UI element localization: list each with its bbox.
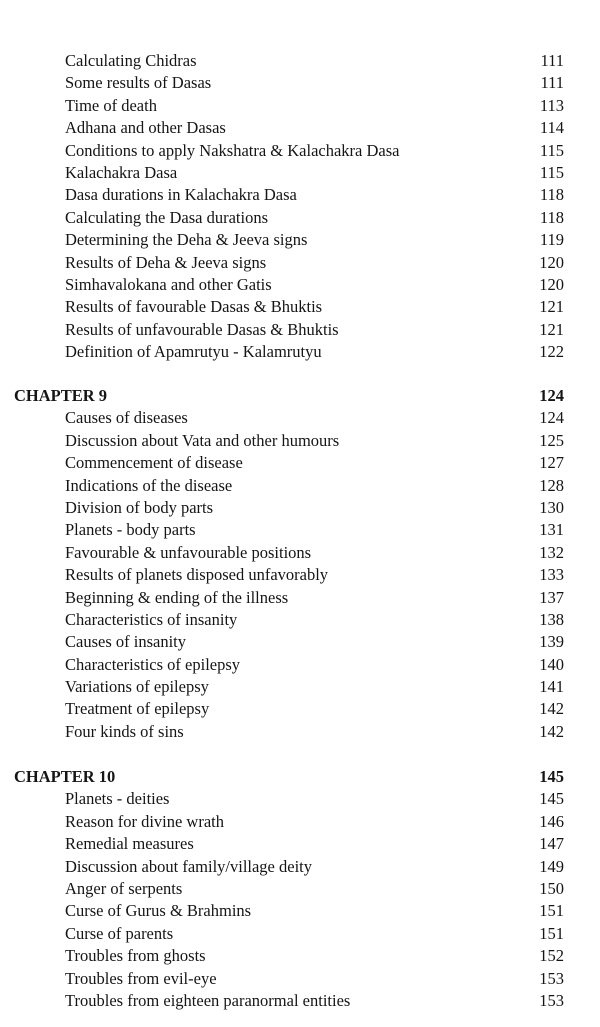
- toc-entry[interactable]: [0, 519, 600, 541]
- entry-page-number: 120: [539, 274, 564, 294]
- entry-title: Troubles from eighteen paranormal entities: [65, 990, 351, 1010]
- chapter-page-number: 124: [539, 386, 564, 405]
- toc-entry[interactable]: [0, 923, 600, 945]
- entry-title: Adhana and other Dasas: [65, 118, 226, 138]
- entry-page-number: 133: [539, 565, 564, 585]
- entry-title: Troubles from evil-eye: [65, 968, 217, 988]
- entry-title: Troubles from ghosts: [65, 946, 206, 966]
- entry-page-number: 115: [539, 140, 564, 160]
- entry-page-number: 146: [539, 811, 564, 831]
- entry-title: Discussion about Vata and other humours: [65, 430, 340, 450]
- entry-title: Four kinds of sins: [65, 721, 184, 741]
- entry-title: Division of body parts: [65, 497, 214, 517]
- toc-entry[interactable]: [0, 497, 600, 519]
- entry-page-number: 125: [539, 430, 564, 450]
- entry-page-number: 122: [539, 342, 564, 362]
- entry-page-number: 153: [539, 968, 564, 988]
- entry-title: Results of planets disposed unfavorably: [65, 565, 329, 585]
- entry-page-number: 121: [539, 297, 564, 317]
- toc-entry[interactable]: [0, 50, 600, 72]
- toc-entry[interactable]: [0, 833, 600, 855]
- toc-entry[interactable]: [0, 140, 600, 162]
- entry-title: Causes of diseases: [65, 408, 188, 428]
- entry-title: Calculating Chidras: [65, 51, 197, 70]
- entry-title: Beginning & ending of the illness: [65, 587, 289, 607]
- entry-title: Curse of Gurus & Brahmins: [65, 901, 252, 921]
- entry-page-number: 113: [539, 95, 564, 115]
- toc-entry[interactable]: [0, 430, 600, 452]
- entry-page-number: 151: [539, 901, 564, 921]
- entry-page-number: 149: [539, 856, 564, 876]
- toc-entry[interactable]: [0, 968, 600, 990]
- entry-title: Characteristics of epilepsy: [65, 654, 241, 674]
- entry-page-number: 127: [539, 453, 564, 473]
- entry-page-number: 142: [539, 699, 564, 719]
- toc-entry[interactable]: [0, 811, 600, 833]
- entry-page-number: 151: [539, 923, 564, 943]
- entry-title: Commencement of disease: [65, 453, 243, 473]
- entry-page-number: 152: [539, 946, 564, 966]
- entry-title: Discussion about family/village deity: [65, 856, 313, 876]
- entry-title: Simhavalokana and other Gatis: [65, 274, 272, 294]
- toc-entry[interactable]: [0, 542, 600, 564]
- toc-entry[interactable]: [0, 207, 600, 229]
- entry-page-number: 140: [539, 654, 564, 674]
- entry-page-number: 118: [539, 207, 564, 227]
- entry-page-number: 130: [539, 497, 564, 517]
- entry-title: Time of death: [65, 95, 157, 115]
- toc-entry[interactable]: [0, 631, 600, 653]
- toc-block-continued: [0, 50, 600, 363]
- toc-entry[interactable]: [0, 117, 600, 139]
- entry-page-number: 131: [539, 520, 564, 540]
- entry-page-number: 132: [539, 542, 564, 562]
- entry-title: Variations of epilepsy: [65, 677, 209, 697]
- entry-title: Causes of insanity: [65, 632, 186, 652]
- toc-entry[interactable]: [0, 452, 600, 474]
- entry-page-number: 138: [539, 609, 564, 629]
- entry-title: Anger of serpents: [65, 878, 183, 898]
- toc-chapter-9: [0, 385, 600, 743]
- toc-entry[interactable]: [0, 587, 600, 609]
- toc-entry[interactable]: [0, 945, 600, 967]
- toc-entry[interactable]: [0, 184, 600, 206]
- entry-title: Remedial measures: [65, 834, 194, 854]
- chapter-page-number: 145: [539, 767, 564, 786]
- entry-title: Results of unfavourable Dasas & Bhuktis: [65, 319, 339, 339]
- entry-page-number: 137: [539, 587, 564, 607]
- entry-page-number: 118: [539, 185, 564, 205]
- toc-entry[interactable]: [0, 162, 600, 184]
- toc-entry[interactable]: [0, 252, 600, 274]
- entry-title: Conditions to apply Nakshatra & Kalachakra Dasa: [65, 140, 400, 160]
- toc-entry[interactable]: [0, 900, 600, 922]
- entry-title: Some results of Dasas: [65, 73, 212, 93]
- toc-entry[interactable]: [0, 654, 600, 676]
- entry-page-number: 119: [539, 230, 564, 250]
- entry-title: Kalachakra Dasa: [65, 162, 178, 182]
- toc-entry[interactable]: [0, 319, 600, 341]
- toc-entry[interactable]: [0, 475, 600, 497]
- entry-page-number: 141: [539, 677, 564, 697]
- toc-entry[interactable]: [0, 878, 600, 900]
- chapter-heading[interactable]: [0, 385, 600, 407]
- entry-title: Planets - deities: [65, 789, 170, 809]
- entry-page-number: 147: [539, 834, 564, 854]
- entry-title: Dasa durations in Kalachakra Dasa: [65, 185, 297, 205]
- toc-entry[interactable]: [0, 274, 600, 296]
- toc-entry[interactable]: [0, 95, 600, 117]
- toc-entry[interactable]: [0, 990, 600, 1012]
- entry-page-number: 111: [540, 73, 564, 93]
- entry-page-number: 139: [539, 632, 564, 652]
- entry-page-number: 121: [539, 319, 564, 339]
- toc-entry[interactable]: [0, 72, 600, 94]
- toc-entry[interactable]: [0, 698, 600, 720]
- chapter-heading[interactable]: [0, 766, 600, 788]
- toc-entry[interactable]: [0, 788, 600, 810]
- entry-title: Favourable & unfavourable positions: [65, 542, 312, 562]
- entry-page-number: 111: [540, 51, 564, 70]
- toc-entry[interactable]: [0, 676, 600, 698]
- toc-entry[interactable]: [0, 341, 600, 363]
- entry-title: Indications of the disease: [65, 475, 233, 495]
- toc-entry[interactable]: [0, 407, 600, 429]
- toc-entry[interactable]: [0, 564, 600, 586]
- entry-title: Curse of parents: [65, 923, 174, 943]
- entry-page-number: 145: [539, 789, 564, 809]
- toc-entry[interactable]: [0, 721, 600, 743]
- entry-title: Treatment of epilepsy: [65, 699, 210, 719]
- entry-page-number: 142: [539, 721, 564, 741]
- entry-page-number: 115: [539, 162, 564, 182]
- entry-title: Results of Deha & Jeeva signs: [65, 252, 267, 272]
- toc-entry[interactable]: [0, 229, 600, 251]
- entry-title: Definition of Apamrutyu - Kalamrutyu: [65, 342, 322, 362]
- chapter-title: CHAPTER 10: [14, 767, 116, 786]
- entry-title: Determining the Deha & Jeeva signs: [65, 230, 308, 250]
- entry-title: Reason for divine wrath: [65, 811, 224, 831]
- entry-title: Planets - body parts: [65, 520, 196, 540]
- toc-entry[interactable]: [0, 609, 600, 631]
- entry-title: Calculating the Dasa durations: [65, 207, 268, 227]
- toc-entry[interactable]: [0, 296, 600, 318]
- toc-chapter-10: [0, 766, 600, 1012]
- entry-page-number: 128: [539, 475, 564, 495]
- entry-title: Characteristics of insanity: [65, 609, 238, 629]
- chapter-title: CHAPTER 9: [14, 386, 108, 405]
- entry-page-number: 120: [539, 252, 564, 272]
- entry-page-number: 153: [539, 990, 564, 1010]
- toc-entry[interactable]: [0, 856, 600, 878]
- entry-page-number: 150: [539, 878, 564, 898]
- entry-page-number: 124: [539, 408, 564, 428]
- entry-page-number: 114: [539, 118, 564, 138]
- entry-title: Results of favourable Dasas & Bhuktis: [65, 297, 323, 317]
